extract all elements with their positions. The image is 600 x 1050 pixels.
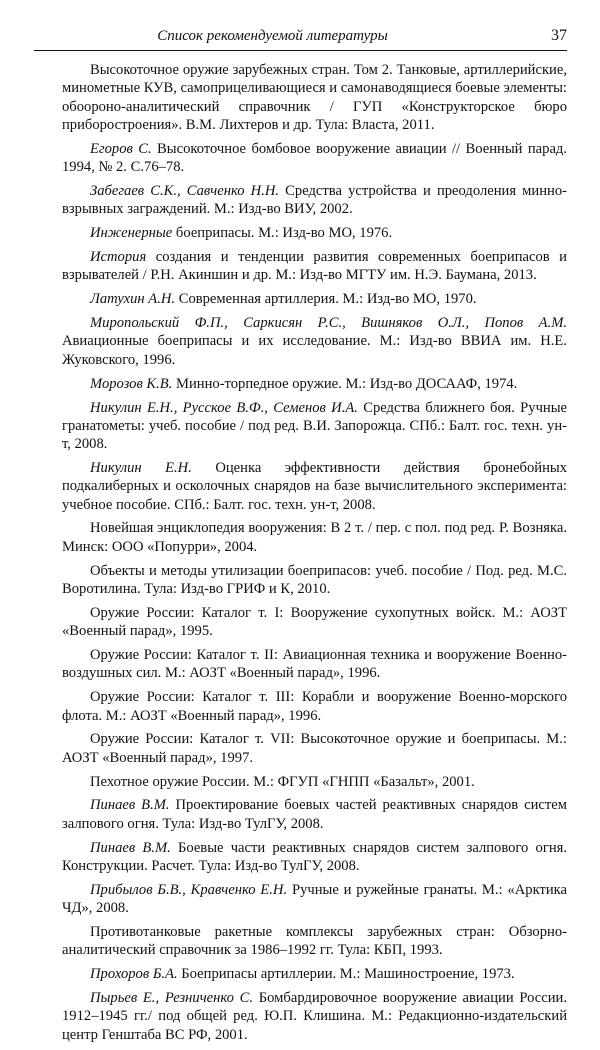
reference-entry: [62, 248, 567, 285]
reference-text: Оружие России: Каталог т. I: Вооружение сухопутных войск. М.: АОЗТ «Военный парад», 1995.: [62, 604, 567, 640]
reference-list: [62, 61, 567, 1050]
reference-author: Инженерные: [90, 225, 173, 242]
reference-entry: [62, 519, 567, 556]
reference-text: Оружие России: Каталог т. II: Авиационная техника и вооружение Военно-воздушных сил. М.: АОЗТ «Военный парад», 1996.: [62, 647, 567, 682]
reference-text: Противотанковые ракетные комплексы зарубежных стран: Обзорно-аналитический справочник за 1986–1992 гг. Тула: КБП, 1993.: [62, 924, 567, 959]
reference-author: Никулин Е.Н., Русское В.Ф., Семенов И.А.: [90, 399, 358, 416]
reference-text: Оружие России: Каталог т. III: Корабли и вооружение Военно-морского флота. М.: АОЗТ «Военный парад», 1996.: [62, 689, 567, 724]
reference-entry: [62, 604, 567, 641]
reference-text: боеприпасы. М.: Изд-во МО, 1976.: [172, 225, 393, 242]
reference-entry: [62, 773, 567, 791]
reference-text: Бомбардировочное вооружение авиации России. 1912–1945 гг./ под общей ред. Ю.П. Клишина. М.: Редакционно-издательский центр Генштаба ВС РФ, 2001.: [62, 990, 567, 1043]
reference-author: Прохоров Б.А.: [90, 966, 178, 983]
reference-author: Латухин А.Н.: [90, 291, 176, 308]
reference-entry: [62, 375, 567, 393]
reference-entry: [62, 688, 567, 725]
reference-author: Забегаев С.К., Савченко Н.Н.: [90, 182, 280, 199]
reference-author: Пырьев Е., Резниченко С.: [90, 990, 254, 1007]
reference-text: Высокоточное оружие зарубежных стран. Том 2. Танковые, артиллерийские, минометные КУВ, самоприцеливающиеся и самонаводящиеся боевые элементы: обоороно-аналитический справочник / ГУП «Конструкторское бюро приборостроения». В.М. Лихтеров и др. Тула: Власта, 2011.: [62, 62, 567, 133]
reference-author: Никулин Е.Н.: [90, 459, 192, 476]
reference-author: История: [90, 249, 147, 266]
reference-entry: [62, 140, 567, 177]
reference-entry: [62, 562, 567, 599]
reference-text: Современная артиллерия. М.: Изд-во МО, 1970.: [175, 291, 477, 308]
reference-entry: [62, 459, 567, 514]
reference-text: создания и тенденции развития современных боеприпасов и взрывателей / Р.Н. Акиншин и др. М.: Изд-во МГТУ им. Н.Э. Баумана, 2013.: [62, 249, 567, 284]
reference-entry: [62, 224, 567, 242]
reference-text: Минно-торпедное оружие. М.: Изд-во ДОСААФ, 1974.: [172, 375, 518, 392]
reference-entry: [62, 290, 567, 308]
reference-entry: [62, 314, 567, 369]
reference-author: Пинаев В.М.: [90, 797, 170, 814]
reference-entry: [62, 182, 567, 219]
reference-text: Авиационные боеприпасы и их исследование. М.: Изд-во ВВИА им. Н.Е. Жуковского, 1996.: [62, 333, 567, 368]
running-header: [34, 26, 567, 51]
reference-author: Морозов К.В.: [90, 375, 173, 392]
reference-entry: [62, 923, 567, 960]
reference-text: Оценка эффективности действия бронебойных подкалиберных и осколочных снарядов на базе вычислительного эксперимента: учебное пособие. СПб.: Балт. гос. техн. ун-т, 2008.: [62, 459, 567, 513]
reference-entry: [62, 989, 567, 1044]
reference-text: Средства устройства и преодоления минно-взрывных заграждений. М.: Изд-во ВИУ, 2002.: [62, 182, 567, 218]
reference-entry: [62, 730, 567, 767]
reference-author: Пинаев В.М.: [90, 839, 171, 856]
reference-author: Миропольский Ф.П., Саркисян Р.С., Вишняков О.Л., Попов А.М.: [90, 315, 567, 332]
reference-text: Проектирование боевых частей реактивных снарядов систем залпового огня. Тула: Изд-во ТулГУ, 2008.: [62, 797, 567, 832]
reference-entry: [62, 399, 567, 454]
reference-entry: [62, 646, 567, 683]
reference-text: Объекты и методы утилизации боеприпасов: учеб. пособие / Под. ред. М.С. Воротилина. Тула: Изд-во ГРИФ и К, 2010.: [62, 562, 567, 597]
reference-entry: [62, 61, 567, 134]
page-number: 37: [551, 27, 567, 44]
reference-text: Средства ближнего боя. Ручные гранатометы: учеб. пособие / под ред. В.И. Запорожца. СПб.: Балт. гос. техн. ун-т, 2008.: [62, 399, 567, 453]
reference-text: Оружие России: Каталог т. VII: Высокоточное оружие и боеприпасы. М.: АОЗТ «Военный парад», 1997.: [62, 731, 567, 766]
reference-entry: [62, 839, 567, 876]
reference-text: Высокоточное бомбовое вооружение авиации // Военный парад. 1994, № 2. С.76–78.: [62, 140, 567, 176]
reference-entry: [62, 965, 567, 983]
reference-entry: [62, 881, 567, 918]
reference-text: Боеприпасы артиллерии. М.: Машиностроение, 1973.: [177, 966, 515, 983]
reference-author: Прибылов Б.В., Кравченко Е.Н.: [90, 881, 288, 898]
reference-text: Ручные и ружейные гранаты. М.: «Арктика ЧД», 2008.: [62, 881, 567, 917]
reference-entry: [62, 796, 567, 833]
running-header-title: Список рекомендуемой литературы: [157, 28, 388, 44]
reference-text: Боевые части реактивных снарядов систем залпового огня. Конструкции. Расчет. Тула: Изд-во ТулГУ, 2008.: [62, 839, 567, 874]
reference-author: Егоров С.: [90, 140, 152, 157]
reference-text: Пехотное оружие России. М.: ФГУП «ГНПП «Базальт», 2001.: [90, 773, 475, 790]
reference-text: Новейшая энциклопедия вооружения: В 2 т. / пер. с пол. под ред. Р. Возняка. Минск: ООО «Попурри», 2004.: [62, 520, 567, 555]
